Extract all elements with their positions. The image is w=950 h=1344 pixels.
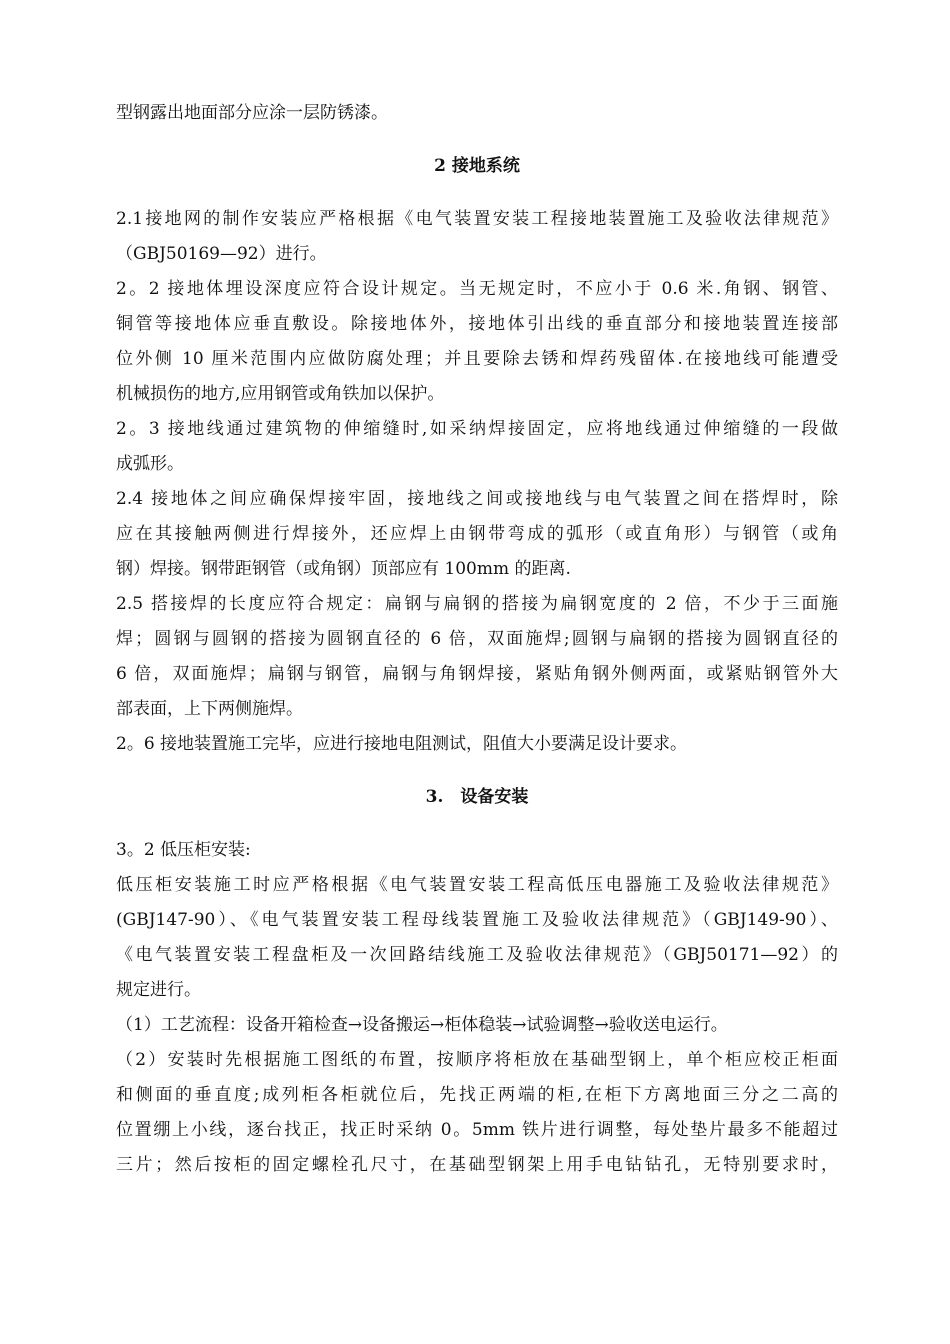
paragraph-line: 机械损伤的地方,应用钢管或角铁加以保护。 xyxy=(116,384,445,404)
paragraph-line: 2。3 接地线通过建筑物的伸缩缝时,如采纳焊接固定，应将地线通过伸缩缝的一段做 xyxy=(116,419,838,439)
section-2-heading: 2 接地系统 xyxy=(434,156,520,176)
section-3-body xyxy=(116,833,838,1183)
paragraph-line: 《电气装置安装工程盘柜及一次回路结线施工及验收法律规范》（GBJ50171—92）的 xyxy=(116,945,838,965)
document-page xyxy=(116,96,838,1183)
paragraph-line: 铜管等接地体应垂直敷设。除接地体外，接地体引出线的垂直部分和接地装置连接部 xyxy=(116,314,838,334)
paragraph-line: 2.4 接地体之间应确保焊接牢固，接地线之间或接地线与电气装置之间在搭焊时，除 xyxy=(116,489,838,509)
paragraph-line: (GBJ147-90）、《电气装置安装工程母线装置施工及验收法律规范》（GBJ149-90）、 xyxy=(116,910,838,930)
paragraph-line: 规定进行。 xyxy=(116,980,201,1000)
paragraph-line: 2.1接地网的制作安装应严格根据《电气装置安装工程接地装置施工及验收法律规范》 xyxy=(116,209,838,229)
section-3-heading: 3. 设备安装 xyxy=(425,787,529,807)
paragraph-line: 6 倍，双面施焊；扁钢与钢管，扁钢与角钢焊接，紧贴角钢外侧两面，或紧贴钢管外大 xyxy=(116,664,838,684)
paragraph-line: 2.5 搭接焊的长度应符合规定：扁钢与扁钢的搭接为扁钢宽度的 2 倍，不少于三面施 xyxy=(116,594,838,614)
paragraph-line: 三片；然后按柜的固定螺栓孔尺寸，在基础型钢架上用手电钻钻孔，无特别要求时， xyxy=(116,1155,838,1175)
paragraph-line: （2）安装时先根据施工图纸的布置，按顺序将柜放在基础型钢上，单个柜应校正柜面 xyxy=(116,1050,838,1070)
paragraph-line: 成弧形。 xyxy=(116,454,184,474)
section-2-body xyxy=(116,202,838,762)
paragraph-line: 位置绷上小线，逐台找正，找正时采纳 0。5mm 铁片进行调整，每处垫片最多不能超过 xyxy=(116,1120,838,1140)
paragraph-line: 3。2 低压柜安装: xyxy=(116,840,251,860)
paragraph-line: 焊；圆钢与圆钢的搭接为圆钢直径的 6 倍，双面施焊;圆钢与扁钢的搭接为圆钢直径的 xyxy=(116,629,838,649)
paragraph-line: 应在其接触两侧进行焊接外，还应焊上由钢带弯成的弧形（或直角形）与钢管（或角 xyxy=(116,524,838,544)
paragraph-line: （1）工艺流程：设备开箱检查→设备搬运→柜体稳装→试验调整→验收送电运行。 xyxy=(116,1015,728,1035)
paragraph-line: 和侧面的垂直度;成列柜各柜就位后，先找正两端的柜,在柜下方离地面三分之二高的 xyxy=(116,1085,838,1105)
paragraph-line: 低压柜安装施工时应严格根据《电气装置安装工程高低压电器施工及验收法律规范》 xyxy=(116,875,838,895)
intro-paragraph-line: 型钢露出地面部分应涂一层防锈漆。 xyxy=(116,103,388,123)
paragraph-line: 2。2 接地体埋设深度应符合设计规定。当无规定时，不应小于 0.6 米.角钢、钢管、 xyxy=(116,279,838,299)
paragraph-line: （GBJ50169—92）进行。 xyxy=(116,244,327,264)
paragraph-line: 2。6 接地装置施工完毕，应进行接地电阻测试，阻值大小要满足设计要求。 xyxy=(116,734,688,754)
paragraph-line: 部表面，上下两侧施焊。 xyxy=(116,699,303,719)
paragraph-line: 位外侧 10 厘米范围内应做防腐处理；并且要除去锈和焊药残留体.在接地线可能遭受 xyxy=(116,349,838,369)
paragraph-line: 钢）焊接。钢带距钢管（或角钢）顶部应有 100mm 的距离. xyxy=(116,559,571,579)
